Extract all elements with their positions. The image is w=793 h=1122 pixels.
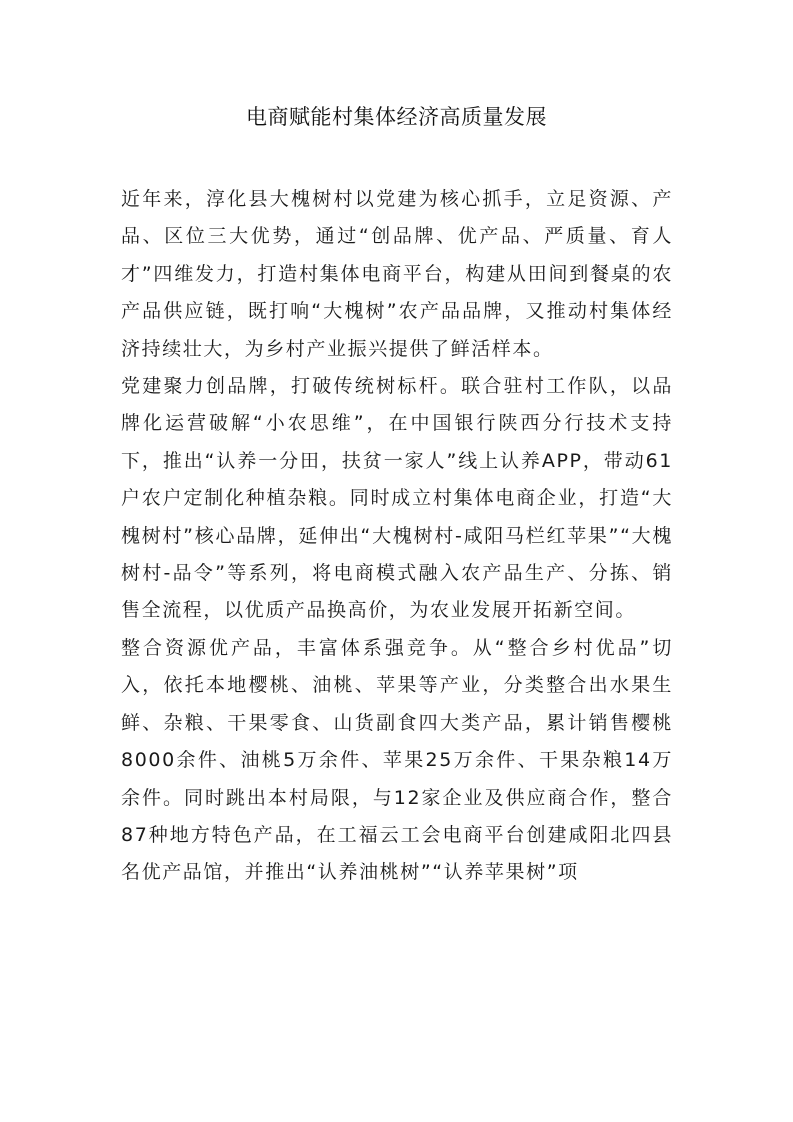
paragraph-intro: 近年来，淳化县大槐树村以党建为核心抓手，立足资源、产品、区位三大优势，通过“创品牌、优产品、严质量、育人才”四维发力，打造村集体电商平台，构建从田间到餐桌的农产品供应链，既打响“大槐树”农产品品牌，又推动村集体经济持续壮大，为乡村产业振兴提供了鲜活样本。	[121, 188, 673, 360]
paragraph-brand: 党建聚力创品牌，打破传统树标杆。联合驻村工作队，以品牌化运营破解“小农思维”，在中国银行陕西分行技术支持下，推出“认养一分田，扶贫一家人”线上认养APP，带动61户农户定制化种植杂粮。同时成立村集体电商企业，打造“大槐树村”核心品牌，延伸出“大槐树村-咸阳马栏红苹果”“大槐树村-品令”等系列，将电商模式融入农产品生产、分拣、销售全流程，以优质产品换高价，为农业发展开拓新空间。	[121, 375, 673, 622]
paragraph-products: 整合资源优产品，丰富体系强竞争。从“整合乡村优品”切入，依托本地樱桃、油桃、苹果等产业，分类整合出水果生鲜、杂粮、干果零食、山货副食四大类产品，累计销售樱桃8000余件、油桃5万余件、苹果25万余件、干果杂粮14万余件。同时跳出本村局限，与12家企业及供应商合作，整合87种地方特色产品，在工福云工会电商平台创建咸阳北四县名优产品馆，并推出“认养油桃树”“认养苹果树”项	[121, 636, 673, 884]
document-title: 电商赋能村集体经济高质量发展	[246, 105, 547, 129]
document-body	[121, 181, 673, 892]
